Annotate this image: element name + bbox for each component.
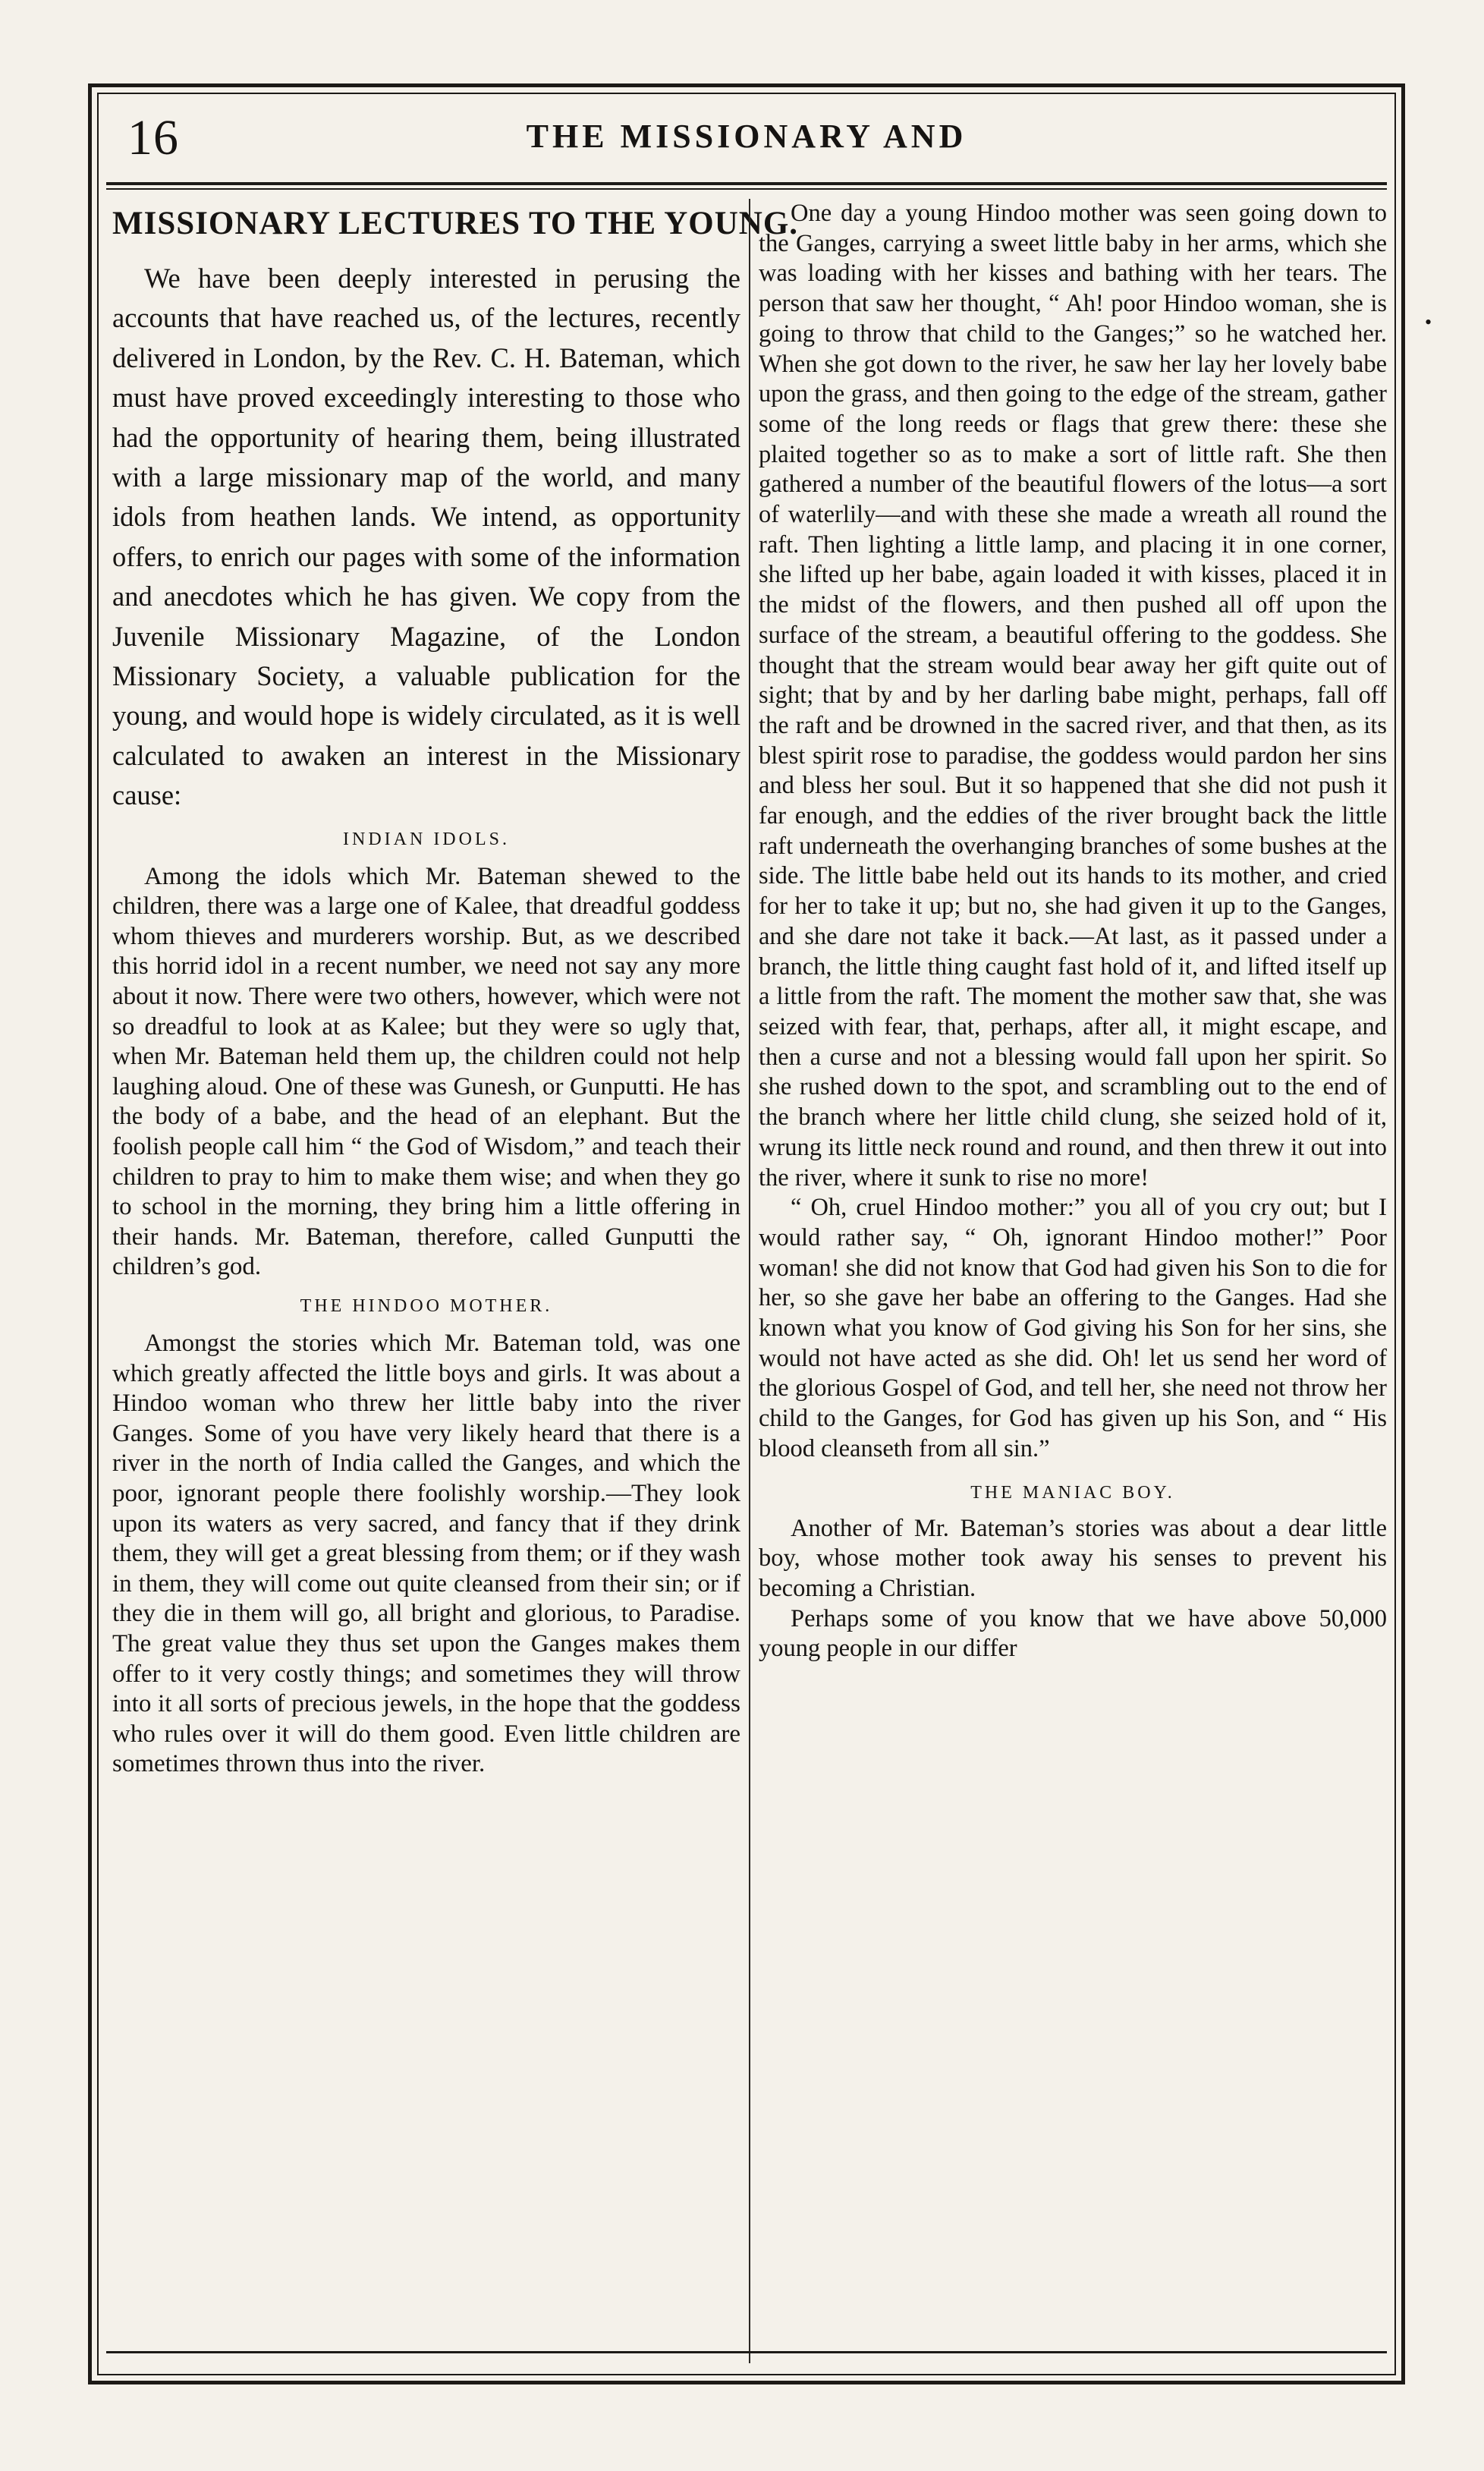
column-divider xyxy=(749,199,750,2363)
paragraph-indian-idols: Among the idols which Mr. Bateman shewed to the children, there was a large one of Kalee, that dreadful goddess whom thieves and murderers worship. But, as we described this horrid idol in a recent number, we need not say any more about it now. There were two others, however, which were not so dreadful to look at as Kalee; but they were so ugly that, when Mr. Bateman held them up, the children could not help laughing aloud. One of these was Gunesh, or Gunputti. He has the body of a babe, and the head of an elephant. But the foolish people call him “ the God of Wisdom,” and teach their children to pray to him to make them wise; and when they go to school in the morning, they bring him a little offering in their hands. Mr. Bateman, therefore, called Gunputti the children’s god. xyxy=(112,862,740,1281)
running-title: THE MISSIONARY AND xyxy=(526,118,967,155)
intro-paragraph: We have been deeply interested in perusing the accounts that have reached us, of the lectures, recently delivered in London, by the Rev. C. H. Bateman, which must have proved exceedingly interesting to those who had the opportunity of hearing them, being illustrated with a large missionary map of the world, and many idols from heathen lands. We intend, as opportunity offers, to enrich our pages with some of the information and anecdotes which he has given. We copy from the Juvenile Missionary Magazine, of the London Missionary Society, a valuable publication for the young, and would hope is widely circulated, as it is well calculated to awaken an interest in the Missionary cause: xyxy=(112,263,740,811)
paragraph-hindoo-mother-3: “ Oh, cruel Hindoo mother:” you all of you cry out; but I would rather say, “ Oh, ignorant Hindoo mother!” Poor woman! she did not know that God had given his Son to die for her, so she gave her babe an offering to the Ganges. Had she known what you know of God giving his Son for her sins, she would not have acted as she did. Oh! let us send her word of the glorious Gospel of God, and tell her, she need not throw her child to the Ganges, for God has given up his Son, and “ His blood cleanseth from all sin.” xyxy=(759,1194,1387,1462)
article-title: MISSIONARY LECTURES TO THE YOUNG. xyxy=(112,206,799,241)
page-number: 16 xyxy=(127,110,179,165)
paragraph-maniac-boy-2: Perhaps some of you know that we have above 50,000 young people in our differ xyxy=(759,1604,1387,1663)
section-heading-hindoo-mother: THE HINDOO MOTHER. xyxy=(300,1296,553,1316)
column-right xyxy=(759,199,1387,1664)
section-heading-maniac-boy: THE MANIAC BOY. xyxy=(970,1482,1175,1503)
page-header xyxy=(106,103,1387,176)
paragraph-hindoo-mother-1: Amongst the stories which Mr. Bateman told, was one which greatly affected the little boys and girls. It was about a Hindoo woman who threw her little baby into the river Ganges. Some of you have very likely heard that there is a river in the north of India called the Ganges, and which the poor, ignorant people there foolishly worship.—They look upon its waters as very sacred, and fancy that if they drink them, they will get a great blessing from them; or if they wash in them, they will come out quite cleansed from their sin; or if they die in them will go, all bright and glorious, to Paradise. The great value they thus set upon the Ganges makes them offer to it very costly things; and sometimes they will throw into it all sorts of precious jewels, in the hope that the goddess who rules over it will do them good. Even little children are sometimes thrown thus into the river. xyxy=(112,1330,740,1778)
column-left xyxy=(112,199,799,1780)
header-rule xyxy=(106,182,1387,190)
bottom-rule xyxy=(106,2351,1387,2353)
section-heading-indian-idols: INDIAN IDOLS. xyxy=(343,829,510,849)
paragraph-hindoo-mother-2: One day a young Hindoo mother was seen going down to the Ganges, carrying a sweet little baby in her arms, which she was loading with her kisses and bathing with her tears. The person that saw her thought, “ Ah! poor Hindoo woman, she is going to throw that child to the Ganges;” so he watched her. When she got down to the river, he saw her lay her lovely babe upon the grass, and then going to the edge of the stream, gather some of the long reeds or flags that grew there: these she plaited together so as to make a sort of little raft. She then gathered a number of the beautiful flowers of the lotus—a sort of waterlily—and with these she made a wreath all round the raft. Then lighting a little lamp, and placing it in one corner, she lifted up her babe, again loaded it with kisses, placed it in the midst of the flowers, and then pushed all off upon the surface of the stream, a beautiful offering to the goddess. She thought that the stream would bear away her gift quite out of sight; that by and by her darling babe might, perhaps, fall off the raft and be drowned in the sacred river, and that then, as its blest spirit rose to paradise, the goddess would pardon her sins and bless her soul. But it so happened that she did not push it far enough, and the eddies of the river brought back the little raft underneath the overhanging branches of some bushes at the side. The little babe held out its hands to its mother, and cried for her to take it up; but no, she had given it up to the Ganges, and she dare not take it back.—At last, as it passed under a branch, the little thing caught fast hold of it, and lifted itself up a little from the raft. The moment the mother saw that, she was seized with fear, that, perhaps, after all, it might escape, and then a curse and not a blessing would fall upon her spirit. So she rushed down to the spot, and scrambling out to the end of the branch where her little child clung, she seized hold of it, wrung its little neck round and round, and then threw it out into the river, where it sunk to rise no more! xyxy=(759,200,1387,1191)
paragraph-maniac-boy-1: Another of Mr. Bateman’s stories was about a dear little boy, whose mother took away his senses to prevent his becoming a Christian. xyxy=(759,1514,1387,1602)
margin-dot: • xyxy=(1425,311,1432,333)
